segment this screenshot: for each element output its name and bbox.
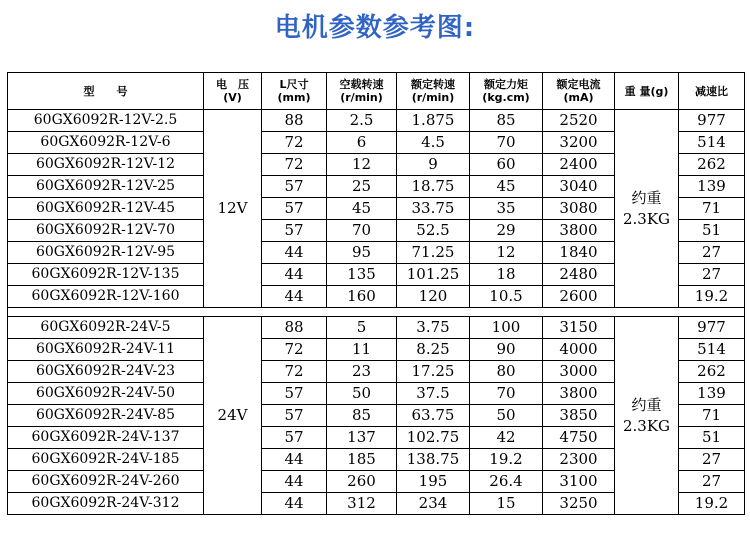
cell-ratio: 51 bbox=[679, 427, 745, 449]
cell-model: 60GX6092R-12V-160 bbox=[8, 286, 204, 308]
cell-no-load-speed: 45 bbox=[327, 198, 397, 220]
cell-voltage: 24V bbox=[204, 317, 262, 515]
cell-ratio: 514 bbox=[679, 132, 745, 154]
cell-length: 72 bbox=[262, 339, 327, 361]
cell-length: 44 bbox=[262, 471, 327, 493]
cell-rated-torque: 80 bbox=[470, 361, 543, 383]
cell-rated-current: 1840 bbox=[543, 242, 615, 264]
cell-rated-current: 3100 bbox=[543, 471, 615, 493]
cell-rated-current: 3040 bbox=[543, 176, 615, 198]
cell-model: 60GX6092R-12V-12 bbox=[8, 154, 204, 176]
cell-ratio: 27 bbox=[679, 471, 745, 493]
motor-spec-table bbox=[7, 72, 745, 515]
cell-rated-torque: 29 bbox=[470, 220, 543, 242]
cell-weight-label: 约重 bbox=[631, 395, 662, 414]
cell-rated-torque: 60 bbox=[470, 154, 543, 176]
cell-voltage: 12V bbox=[204, 110, 262, 308]
cell-rated-current: 3200 bbox=[543, 132, 615, 154]
cell-rated-speed: 138.75 bbox=[397, 449, 470, 471]
page-title: 电机参数参考图: bbox=[274, 13, 476, 43]
cell-model: 60GX6092R-24V-85 bbox=[8, 405, 204, 427]
cell-rated-torque: 100 bbox=[470, 317, 543, 339]
cell-model: 60GX6092R-24V-260 bbox=[8, 471, 204, 493]
header-length bbox=[262, 73, 327, 110]
cell-model: 60GX6092R-24V-11 bbox=[8, 339, 204, 361]
cell-length: 57 bbox=[262, 427, 327, 449]
cell-rated-current: 2300 bbox=[543, 449, 615, 471]
cell-length: 88 bbox=[262, 317, 327, 339]
cell-length: 44 bbox=[262, 493, 327, 515]
cell-model: 60GX6092R-24V-137 bbox=[8, 427, 204, 449]
cell-rated-torque: 26.4 bbox=[470, 471, 543, 493]
cell-length: 44 bbox=[262, 264, 327, 286]
cell-no-load-speed: 6 bbox=[327, 132, 397, 154]
cell-no-load-speed: 85 bbox=[327, 405, 397, 427]
cell-no-load-speed: 160 bbox=[327, 286, 397, 308]
cell-model: 60GX6092R-12V-70 bbox=[8, 220, 204, 242]
cell-model: 60GX6092R-24V-312 bbox=[8, 493, 204, 515]
cell-rated-speed: 52.5 bbox=[397, 220, 470, 242]
cell-no-load-speed: 95 bbox=[327, 242, 397, 264]
cell-model: 60GX6092R-12V-2.5 bbox=[8, 110, 204, 132]
cell-rated-speed: 37.5 bbox=[397, 383, 470, 405]
header-rated-torque-unit: (kg.cm) bbox=[482, 91, 530, 104]
cell-rated-torque: 19.2 bbox=[470, 449, 543, 471]
cell-rated-speed: 1.875 bbox=[397, 110, 470, 132]
cell-rated-current: 2600 bbox=[543, 286, 615, 308]
cell-ratio: 139 bbox=[679, 176, 745, 198]
cell-rated-torque: 42 bbox=[470, 427, 543, 449]
cell-rated-speed: 101.25 bbox=[397, 264, 470, 286]
cell-rated-torque: 12 bbox=[470, 242, 543, 264]
cell-model: 60GX6092R-12V-45 bbox=[8, 198, 204, 220]
cell-model: 60GX6092R-24V-5 bbox=[8, 317, 204, 339]
cell-length: 57 bbox=[262, 198, 327, 220]
header-rated-current-unit: (mA) bbox=[563, 91, 594, 104]
header-rated-current bbox=[543, 73, 615, 110]
header-voltage-unit: (V) bbox=[223, 91, 242, 104]
cell-no-load-speed: 23 bbox=[327, 361, 397, 383]
cell-length: 44 bbox=[262, 242, 327, 264]
cell-rated-torque: 90 bbox=[470, 339, 543, 361]
cell-length: 44 bbox=[262, 286, 327, 308]
header-row bbox=[8, 73, 745, 110]
cell-ratio: 27 bbox=[679, 242, 745, 264]
cell-rated-speed: 4.5 bbox=[397, 132, 470, 154]
cell-length: 88 bbox=[262, 110, 327, 132]
cell-rated-speed: 120 bbox=[397, 286, 470, 308]
header-rated-current-label: 额定电流 bbox=[556, 78, 601, 91]
header-no-load-speed-unit: (r/min) bbox=[340, 91, 383, 104]
cell-rated-current: 2480 bbox=[543, 264, 615, 286]
cell-length: 44 bbox=[262, 449, 327, 471]
cell-model: 60GX6092R-12V-6 bbox=[8, 132, 204, 154]
cell-no-load-speed: 135 bbox=[327, 264, 397, 286]
header-no-load-speed bbox=[327, 73, 397, 110]
cell-rated-current: 3800 bbox=[543, 220, 615, 242]
cell-ratio: 514 bbox=[679, 339, 745, 361]
cell-rated-current: 3800 bbox=[543, 383, 615, 405]
header-rated-torque-label: 额定力矩 bbox=[484, 78, 528, 91]
cell-ratio: 19.2 bbox=[679, 286, 745, 308]
cell-weight bbox=[615, 317, 679, 515]
cell-ratio: 977 bbox=[679, 110, 745, 132]
cell-no-load-speed: 5 bbox=[327, 317, 397, 339]
cell-no-load-speed: 312 bbox=[327, 493, 397, 515]
cell-rated-speed: 234 bbox=[397, 493, 470, 515]
cell-model: 60GX6092R-12V-95 bbox=[8, 242, 204, 264]
cell-model: 60GX6092R-12V-135 bbox=[8, 264, 204, 286]
cell-rated-speed: 33.75 bbox=[397, 198, 470, 220]
cell-ratio: 139 bbox=[679, 383, 745, 405]
cell-ratio: 27 bbox=[679, 449, 745, 471]
cell-rated-torque: 50 bbox=[470, 405, 543, 427]
cell-rated-current: 2400 bbox=[543, 154, 615, 176]
cell-rated-current: 3080 bbox=[543, 198, 615, 220]
cell-rated-speed: 102.75 bbox=[397, 427, 470, 449]
cell-length: 72 bbox=[262, 154, 327, 176]
cell-no-load-speed: 11 bbox=[327, 339, 397, 361]
header-rated-speed-label: 额定转速 bbox=[411, 78, 455, 91]
cell-rated-speed: 195 bbox=[397, 471, 470, 493]
spec-body bbox=[8, 110, 745, 515]
cell-no-load-speed: 185 bbox=[327, 449, 397, 471]
cell-ratio: 71 bbox=[679, 405, 745, 427]
cell-rated-current: 2520 bbox=[543, 110, 615, 132]
cell-rated-torque: 85 bbox=[470, 110, 543, 132]
cell-no-load-speed: 70 bbox=[327, 220, 397, 242]
group-separator-cell bbox=[8, 308, 745, 317]
header-rated-torque bbox=[470, 73, 543, 110]
cell-no-load-speed: 12 bbox=[327, 154, 397, 176]
cell-rated-speed: 9 bbox=[397, 154, 470, 176]
cell-ratio: 262 bbox=[679, 361, 745, 383]
cell-ratio: 51 bbox=[679, 220, 745, 242]
cell-no-load-speed: 260 bbox=[327, 471, 397, 493]
cell-rated-speed: 8.25 bbox=[397, 339, 470, 361]
cell-length: 57 bbox=[262, 176, 327, 198]
table-row bbox=[8, 317, 745, 339]
cell-weight-value: 2.3KG bbox=[622, 416, 671, 435]
cell-rated-torque: 70 bbox=[470, 383, 543, 405]
cell-rated-torque: 18 bbox=[470, 264, 543, 286]
header-voltage bbox=[204, 73, 262, 110]
group-separator bbox=[8, 308, 745, 317]
cell-rated-torque: 35 bbox=[470, 198, 543, 220]
header-length-unit: (mm) bbox=[277, 91, 311, 104]
cell-rated-current: 4000 bbox=[543, 339, 615, 361]
cell-ratio: 27 bbox=[679, 264, 745, 286]
cell-rated-speed: 18.75 bbox=[397, 176, 470, 198]
cell-no-load-speed: 25 bbox=[327, 176, 397, 198]
cell-length: 72 bbox=[262, 132, 327, 154]
cell-ratio: 262 bbox=[679, 154, 745, 176]
cell-ratio: 977 bbox=[679, 317, 745, 339]
cell-no-load-speed: 137 bbox=[327, 427, 397, 449]
cell-no-load-speed: 50 bbox=[327, 383, 397, 405]
cell-length: 57 bbox=[262, 405, 327, 427]
cell-model: 60GX6092R-12V-25 bbox=[8, 176, 204, 198]
header-voltage-label: 电 压 bbox=[216, 78, 249, 91]
cell-ratio: 71 bbox=[679, 198, 745, 220]
cell-rated-current: 3250 bbox=[543, 493, 615, 515]
cell-length: 72 bbox=[262, 361, 327, 383]
cell-rated-torque: 15 bbox=[470, 493, 543, 515]
cell-model: 60GX6092R-24V-185 bbox=[8, 449, 204, 471]
cell-rated-current: 4750 bbox=[543, 427, 615, 449]
cell-no-load-speed: 2.5 bbox=[327, 110, 397, 132]
table-row bbox=[8, 110, 745, 132]
cell-weight-value: 2.3KG bbox=[622, 209, 671, 228]
cell-rated-speed: 17.25 bbox=[397, 361, 470, 383]
cell-rated-speed: 63.75 bbox=[397, 405, 470, 427]
cell-rated-torque: 10.5 bbox=[470, 286, 543, 308]
cell-length: 57 bbox=[262, 383, 327, 405]
cell-weight bbox=[615, 110, 679, 308]
cell-ratio: 19.2 bbox=[679, 493, 745, 515]
cell-model: 60GX6092R-24V-50 bbox=[8, 383, 204, 405]
header-rated-speed-unit: (r/min) bbox=[411, 91, 455, 104]
header-rated-speed bbox=[397, 73, 470, 110]
cell-weight-label: 约重 bbox=[631, 188, 662, 207]
cell-rated-current: 3000 bbox=[543, 361, 615, 383]
cell-rated-current: 3150 bbox=[543, 317, 615, 339]
cell-length: 57 bbox=[262, 220, 327, 242]
cell-rated-current: 3850 bbox=[543, 405, 615, 427]
cell-rated-speed: 3.75 bbox=[397, 317, 470, 339]
header-weight: 重 量(g) bbox=[615, 73, 679, 110]
cell-rated-torque: 70 bbox=[470, 132, 543, 154]
header-no-load-speed-label: 空载转速 bbox=[339, 78, 384, 91]
cell-model: 60GX6092R-24V-23 bbox=[8, 361, 204, 383]
header-length-label: L尺寸 bbox=[279, 78, 309, 91]
header-model: 型 号 bbox=[8, 73, 204, 110]
header-ratio: 减速比 bbox=[679, 73, 745, 110]
cell-rated-torque: 45 bbox=[470, 176, 543, 198]
cell-rated-speed: 71.25 bbox=[397, 242, 470, 264]
